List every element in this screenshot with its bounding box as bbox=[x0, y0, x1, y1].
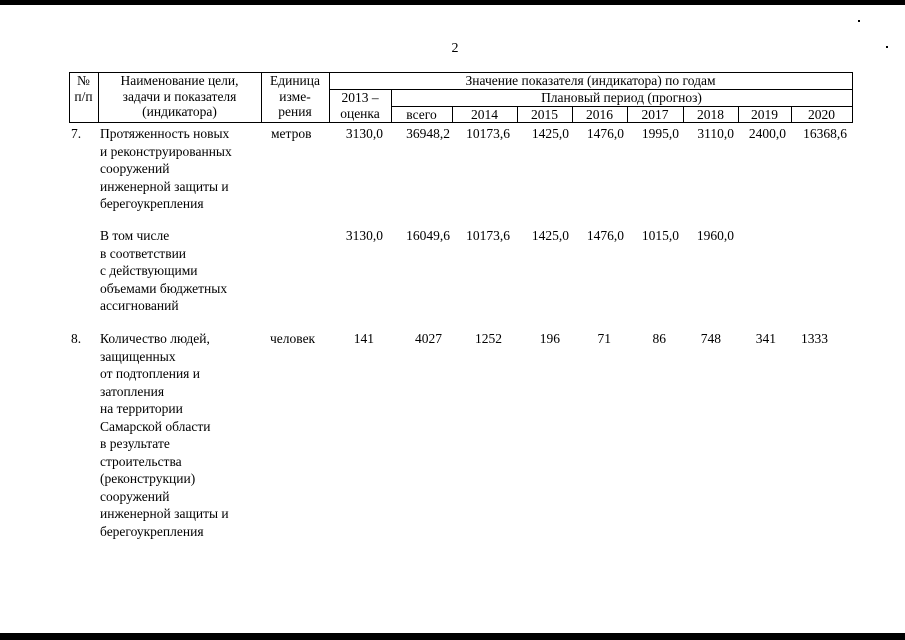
value-2020: 1333 bbox=[801, 331, 828, 346]
value-2018: 748 bbox=[700, 331, 721, 346]
header-col-2016: 2016 bbox=[586, 107, 613, 122]
value-total: 4027 bbox=[415, 331, 442, 346]
header-group-title: Значение показателя (индикатора) по годам bbox=[465, 73, 716, 88]
page-number: 2 bbox=[451, 41, 459, 56]
value-2018: 3110,0 bbox=[697, 126, 734, 141]
value-2014: 10173,6 bbox=[466, 228, 510, 243]
value-2017: 86 bbox=[652, 331, 666, 346]
value-2017: 1995,0 bbox=[641, 126, 679, 141]
value-2020: 16368,6 bbox=[803, 126, 847, 141]
scan-speck bbox=[858, 20, 860, 22]
header-col-2017: 2017 bbox=[641, 107, 669, 122]
unit: человек bbox=[270, 331, 316, 346]
value-total: 36948,2 bbox=[406, 126, 450, 141]
header-col-name: Наименование цели, задачи и показателя (индикатора) bbox=[120, 73, 239, 119]
header-col-2018: 2018 bbox=[697, 107, 724, 122]
value-2013: 141 bbox=[353, 331, 374, 346]
scan-edge-bottom bbox=[0, 633, 905, 640]
indicator-name: Количество людей, защищенных от подтопления и затопления на территории Самарской области в результате строительства (реконструкции) сооружений инженерной защиты и берегоукрепления bbox=[100, 331, 229, 539]
header-col-2019: 2019 bbox=[751, 107, 778, 122]
header-col-2020: 2020 bbox=[808, 107, 835, 122]
header-plan-title: Плановый период (прогноз) bbox=[541, 90, 702, 105]
table-border-right bbox=[852, 72, 853, 123]
row-number: 7. bbox=[71, 126, 82, 141]
value-2017: 1015,0 bbox=[641, 228, 679, 243]
value-2018: 1960,0 bbox=[696, 228, 734, 243]
value-2015: 196 bbox=[539, 331, 560, 346]
value-2014: 10173,6 bbox=[466, 126, 510, 141]
header-col-total: всего bbox=[406, 107, 437, 122]
value-2015: 1425,0 bbox=[531, 126, 569, 141]
row-number: 8. bbox=[71, 331, 82, 346]
header-col-2015: 2015 bbox=[531, 107, 558, 122]
value-2013: 3130,0 bbox=[345, 228, 383, 243]
value-2015: 1425,0 bbox=[531, 228, 569, 243]
value-2014: 1252 bbox=[475, 331, 502, 346]
scan-edge-top bbox=[0, 0, 905, 5]
indicator-name: В том числе в соответствии с действующими объемами бюджетных ассигнований bbox=[100, 228, 228, 313]
header-col-unit: Единица изме- рения bbox=[269, 73, 320, 119]
value-2019: 341 bbox=[755, 331, 776, 346]
unit: метров bbox=[271, 126, 312, 141]
scan-speck bbox=[886, 46, 888, 48]
indicator-name: Протяженность новых и реконструированных сооружений инженерной защиты и берегоукрепления bbox=[100, 126, 232, 211]
value-2016: 71 bbox=[597, 331, 611, 346]
header-col-estimate: 2013 – оценка bbox=[340, 90, 380, 121]
header-col-no: № п/п bbox=[74, 73, 93, 104]
value-2016: 1476,0 bbox=[586, 126, 624, 141]
value-2016: 1476,0 bbox=[586, 228, 624, 243]
value-2013: 3130,0 bbox=[345, 126, 383, 141]
value-total: 16049,6 bbox=[406, 228, 450, 243]
value-2019: 2400,0 bbox=[748, 126, 786, 141]
header-col-2014: 2014 bbox=[471, 107, 498, 122]
